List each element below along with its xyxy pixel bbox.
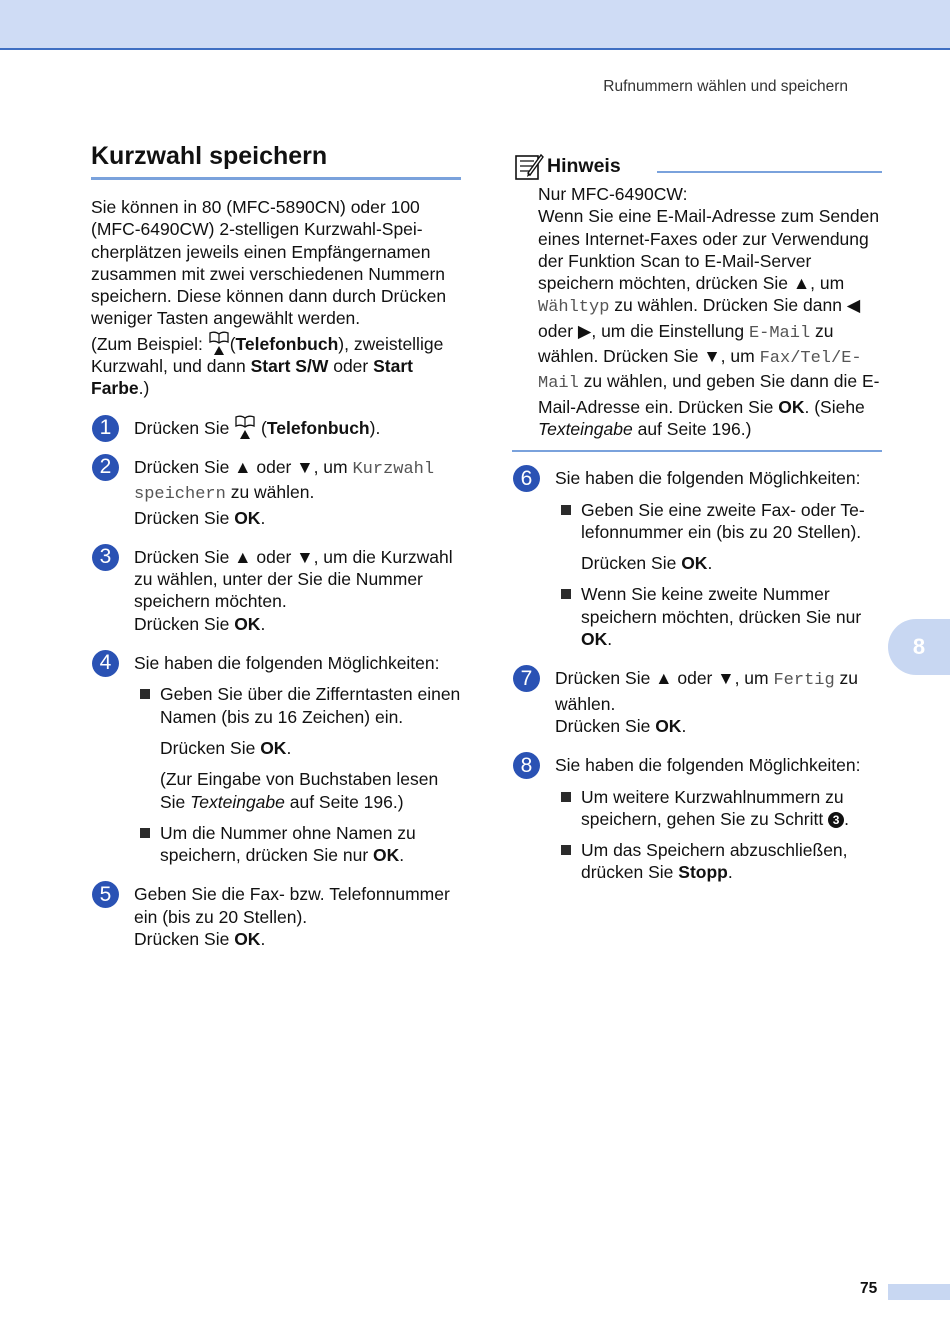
text: zu wählen. Drücken Sie ▼, um bbox=[538, 320, 834, 367]
step-number: 7 bbox=[513, 665, 540, 692]
list-item bbox=[555, 786, 882, 831]
step-number: 5 bbox=[92, 881, 119, 908]
text: Drücken Sie ▲ oder ▼, um die Kurzwahl zu wählen, unter der Sie die Nummer speichern möchten. bbox=[134, 546, 453, 612]
text: auf Seite 196.) bbox=[284, 791, 404, 812]
text: . (Siehe bbox=[804, 396, 865, 417]
text: ( bbox=[256, 417, 267, 438]
option-list bbox=[134, 683, 461, 866]
lcd-text: E-Mail bbox=[748, 323, 811, 343]
step-3 bbox=[91, 546, 461, 635]
text: Drücken Sie bbox=[134, 507, 235, 528]
step-6 bbox=[512, 467, 882, 650]
bold-text: Start Farbe bbox=[91, 356, 413, 399]
text: Geben Sie über die Zifferntasten einen Namen (bis zu 16 Zeichen) ein. bbox=[160, 684, 461, 727]
text: .) bbox=[138, 378, 150, 399]
text: . bbox=[399, 845, 405, 866]
text: Sie haben die folgenden Möglichkeiten: bbox=[555, 468, 861, 489]
phonebook-icon bbox=[234, 418, 256, 438]
text: . bbox=[727, 862, 733, 883]
text: (Zur Eingabe von Buchstaben lesen Sie bbox=[160, 769, 439, 812]
text: zu wählen. bbox=[225, 482, 315, 503]
lcd-text: Kurzwahl speichern bbox=[134, 459, 435, 505]
divider bbox=[512, 450, 882, 452]
bold-text: OK bbox=[234, 613, 261, 634]
bold-text: OK bbox=[234, 929, 261, 950]
text: . bbox=[260, 929, 266, 950]
text: . bbox=[607, 629, 613, 650]
step-number: 2 bbox=[92, 454, 119, 481]
hinweis-body bbox=[512, 183, 882, 440]
section-title: Kurzwahl speichern bbox=[91, 142, 461, 180]
bold-text: OK bbox=[373, 845, 400, 866]
step-reference[interactable]: 3 bbox=[828, 812, 844, 828]
text: Nur MFC-6490CW: bbox=[538, 184, 688, 204]
note-pencil-icon bbox=[514, 151, 544, 181]
list-item bbox=[134, 683, 461, 812]
bold-text: OK bbox=[234, 507, 261, 528]
bold-text: OK bbox=[260, 737, 287, 758]
text: . bbox=[286, 737, 292, 758]
option-list bbox=[555, 786, 882, 884]
text: Sie haben die folgenden Möglichkeiten: bbox=[134, 653, 440, 674]
text: Wenn Sie eine E-Mail-Adresse zum Senden eines Internet-Faxes oder zur Verwendung der Funktion Scan to E-Mail-Server speichern möchten, drücken Sie ▲, um bbox=[538, 206, 880, 294]
text: Drücken Sie bbox=[134, 417, 235, 438]
chapter-tab: 8 bbox=[888, 619, 950, 675]
step-number: 4 bbox=[92, 650, 119, 677]
text: Um die Nummer ohne Namen zu speichern, drücken Sie nur bbox=[160, 822, 416, 866]
running-header: Rufnummern wählen und speichern bbox=[603, 78, 848, 95]
bold-text: Start S/W bbox=[250, 356, 329, 377]
bold-text: OK bbox=[581, 629, 608, 650]
text: zu wählen. Drücken Sie dann ◀ oder ▶, um die Einstellung bbox=[538, 295, 861, 341]
text: . bbox=[681, 715, 687, 736]
text: ), zweistellige Kurzwahl, und dann bbox=[91, 333, 444, 377]
step-5 bbox=[91, 883, 461, 950]
step-number: 1 bbox=[92, 415, 119, 442]
text: . bbox=[260, 613, 266, 634]
phonebook-icon bbox=[208, 334, 230, 354]
text: Geben Sie eine zweite Fax- oder Telefonnummer ein (bis zu 20 Stellen). bbox=[581, 499, 865, 542]
hinweis-header bbox=[512, 150, 882, 182]
step-number: 6 bbox=[513, 465, 540, 492]
text: Sie haben die folgenden Möglichkeiten: bbox=[555, 755, 861, 776]
lcd-text: Wähltyp bbox=[538, 298, 610, 318]
bold-text: OK bbox=[681, 553, 708, 574]
text: zu wählen, und geben Sie dann die E-Mail-Adresse ein. Drücken Sie bbox=[538, 371, 880, 417]
text: (Zum Beispiel: bbox=[91, 333, 208, 354]
text: oder bbox=[328, 356, 374, 377]
text: Um das Speichern abzuschließen, drücken Sie bbox=[581, 840, 848, 883]
bold-text: Telefonbuch bbox=[235, 333, 339, 354]
text: Drücken Sie bbox=[555, 715, 656, 736]
text: Drücken Sie ▲ oder ▼, um bbox=[134, 456, 353, 477]
list-item bbox=[555, 839, 882, 884]
step-number: 8 bbox=[513, 752, 540, 779]
text: Wenn Sie keine zweite Nummer speichern möchten, drücken Sie nur bbox=[581, 584, 862, 627]
lcd-text: Fertig bbox=[773, 671, 835, 691]
text: ). bbox=[369, 417, 381, 438]
text: . bbox=[707, 553, 713, 574]
bold-text: OK bbox=[778, 396, 805, 417]
step-8 bbox=[512, 754, 882, 883]
text: auf Seite 196.) bbox=[632, 418, 752, 439]
hinweis-box bbox=[512, 150, 882, 452]
page-number: 75 bbox=[860, 1280, 878, 1297]
list-item bbox=[555, 499, 882, 575]
step-1 bbox=[91, 417, 461, 439]
text: Drücken Sie bbox=[134, 929, 235, 950]
text: Um weitere Kurzwahlnummern zu speichern, gehen Sie zu Schritt bbox=[581, 786, 844, 829]
text: zu wählen. bbox=[555, 668, 859, 714]
text: Geben Sie die Fax- bzw. Telefonnummer ein (bis zu 20 Stellen). bbox=[134, 884, 450, 927]
list-item bbox=[555, 583, 882, 650]
text: . bbox=[260, 507, 266, 528]
option-list bbox=[555, 499, 882, 651]
text: ( bbox=[229, 333, 236, 354]
text: Drücken Sie ▲ oder ▼, um bbox=[555, 668, 774, 689]
intro-example bbox=[91, 333, 461, 400]
step-7 bbox=[512, 667, 882, 737]
text: . bbox=[844, 808, 849, 829]
text: Drücken Sie bbox=[134, 613, 235, 634]
step-2 bbox=[91, 456, 461, 529]
top-color-band bbox=[0, 0, 950, 50]
left-column bbox=[91, 142, 461, 950]
sub-paragraph bbox=[160, 768, 461, 813]
lcd-text: Fax/Tel/E-Mail bbox=[538, 349, 862, 394]
text: Drücken Sie bbox=[160, 737, 261, 758]
step-number: 3 bbox=[92, 544, 119, 571]
sub-paragraph bbox=[581, 552, 882, 574]
divider bbox=[657, 171, 882, 173]
footer-bar bbox=[888, 1284, 950, 1300]
text: Drücken Sie bbox=[581, 553, 682, 574]
italic-text: Texteingabe bbox=[538, 418, 633, 439]
bold-text: Telefonbuch bbox=[266, 417, 370, 438]
bold-text: Stopp bbox=[678, 862, 728, 883]
right-column bbox=[512, 150, 882, 884]
intro-paragraph: Sie können in 80 (MFC-5890CN) oder 100 (MFC-6490CW) 2-stelligen Kurzwahl-Speicherplätzen jeweils einen Empfängernamen zusammen mit zwei verschiedenen Nummern speichern. Diese können dann durch Drücken weniger Tasten angewählt werden. bbox=[91, 197, 447, 329]
sub-paragraph bbox=[160, 737, 461, 759]
list-item bbox=[134, 822, 461, 867]
step-4 bbox=[91, 652, 461, 866]
hinweis-title: Hinweis bbox=[547, 154, 621, 177]
italic-text: Texteingabe bbox=[190, 791, 285, 812]
bold-text: OK bbox=[655, 715, 682, 736]
